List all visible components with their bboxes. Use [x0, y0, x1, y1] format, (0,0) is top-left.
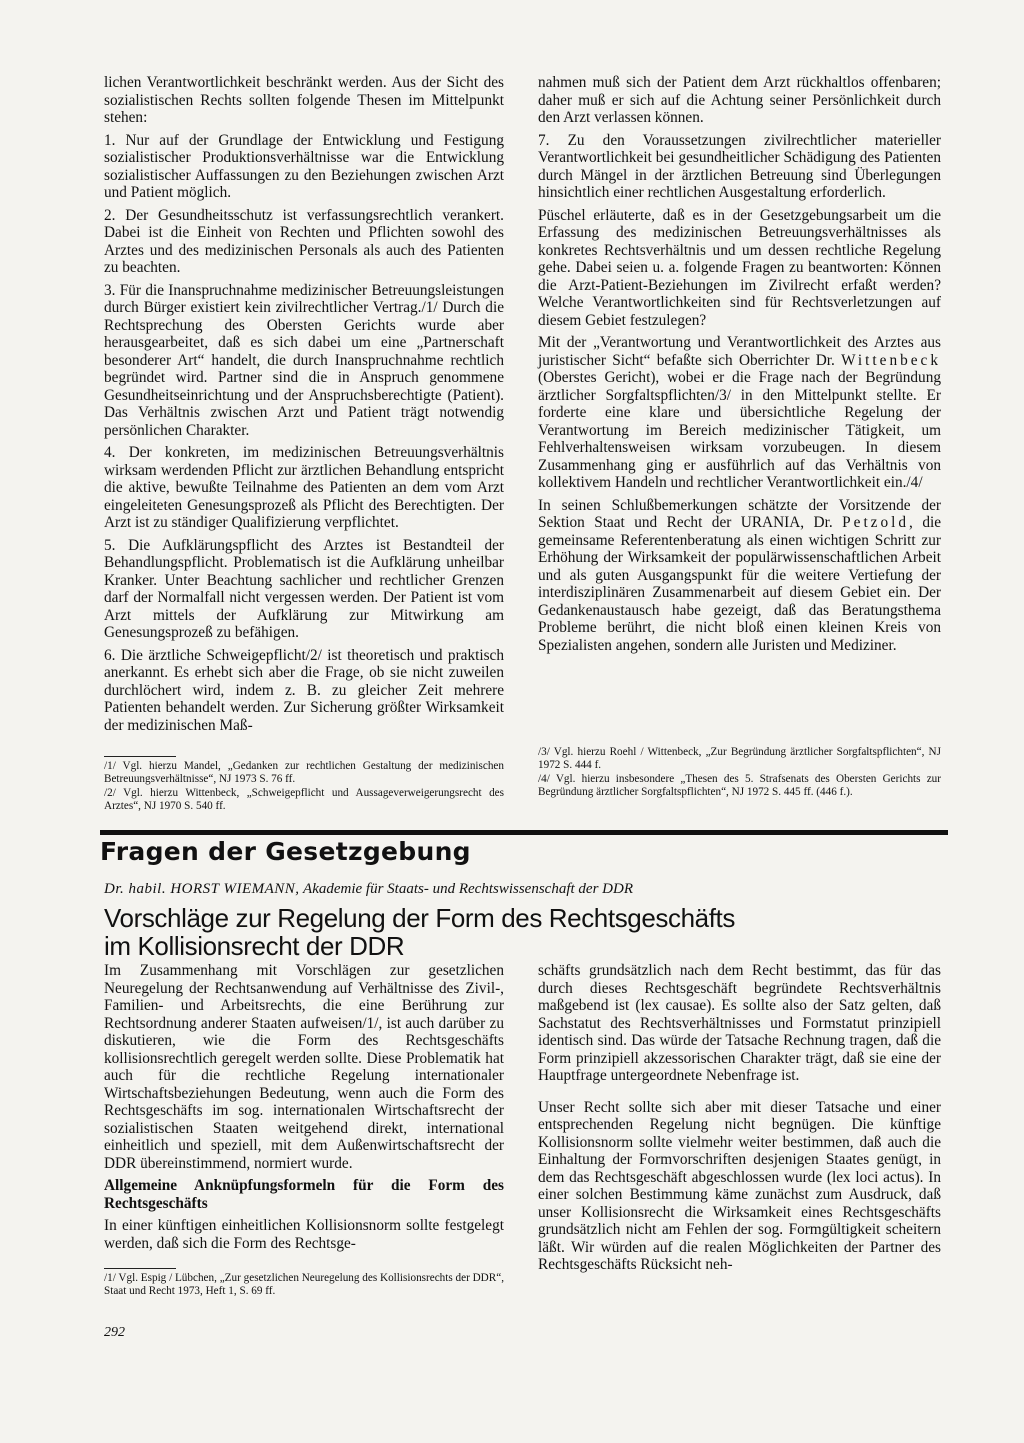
- paragraph: schäfts grundsätzlich nach dem Recht bestimmt, das für das durch dieses Rechtsgeschäft begründete Rechtsverhältnis maßgebend ist (lex causae). Es sollte also der Satz gelten, daß Sachstatut des Rechtsverhältnisses und Formstatut prinzipiell identisch sind. Das würde der Tatsache Rechnung tragen, daß die Form prinzipiell akzessorischen Charakter trägt, daß sie eine der Hauptfrage untergeordnete Nebenfrage ist.: [538, 962, 941, 1084]
- paragraph: Unser Recht sollte sich aber mit dieser Tatsache und einer entsprechenden Regelung nicht begnügen. Die künftige Kollisionsnorm sollte vielmehr weiter bestimmen, daß auch die Einhaltung der Formvorschriften desjenigen Staates genügt, in dem das Rechtsgeschäft abgeschlossen wurde (lex loci actus). In einer solchen Bestimmung käme zunächst zum Ausdruck, daß unser Kollisionsrecht die Wirksamkeit eines Rechtsgeschäfts grundsätzlich nicht am Fehlen der sog. Formgültigkeit scheitern läßt. Wir würden auf die realen Möglichkeiten der Partner des Rechtsgeschäfts Rücksicht neh-: [538, 1098, 941, 1273]
- thesis-3: 3. Für die Inanspruchnahme medizinischer Betreuungsleistungen durch Bürger existiert kein zivilrechtlicher Vertrag./1/ Durch die Rechtsprechung des Obersten Gerichts wurde aber herausgearbeitet, daß es sich dabei um eine „Partnerschaft besonderer Art“ handelt, die durch Inanspruchnahme rechtlich begründet wird. Partner sind die in Anspruch genommene Gesundheitseinrichtung und der Anspruchsberechtigte (Patient). Das Verhältnis zwischen Arzt und Patient trägt notwendig persönlichen Charakter.: [104, 281, 504, 439]
- paragraph: In einer künftigen einheitlichen Kollisionsnorm sollte festgelegt werden, daß sich die Form des Rechtsge-: [104, 1217, 504, 1252]
- spaced-name: Wittenbeck: [841, 351, 941, 369]
- footnote-rule: [104, 1268, 176, 1269]
- title-line: Vorschläge zur Regelung der Form des Rechtsgeschäfts: [104, 903, 735, 933]
- author-name: Dr. habil. HORST WIEMANN,: [104, 881, 300, 897]
- footnote: /1/ Vgl. hierzu Mandel, „Gedanken zur rechtlichen Gestaltung der medizinischen Betreuungsverhältnisse“, NJ 1973 S. 76 ff.: [104, 760, 504, 785]
- section-bar: [100, 830, 948, 835]
- upper-left-column: [104, 74, 504, 739]
- section-header: [100, 828, 948, 870]
- spaced-name: Petzold: [842, 514, 910, 531]
- text: In seinen Schlußbemerkungen schätzte der Vorsitzende der Sektion Staat und Recht der URANIA, Dr.: [538, 496, 941, 531]
- page-number: 292: [104, 1325, 125, 1340]
- paragraph: lichen Verantwortlichkeit beschränkt werden. Aus der Sicht des sozialistischen Rechts sollten folgende Thesen im Mittelpunkt stehen:: [104, 74, 504, 126]
- lower-left-column: [104, 962, 504, 1257]
- paragraph-petzold: [538, 497, 941, 655]
- article-title: [104, 904, 944, 960]
- thesis-1: 1. Nur auf der Grundlage der Entwicklung und Festigung sozialistischer Produktionsverhältnisse war die Entwicklung sozialistischer Auffassungen zu den Beziehungen zwischen Arzt und Patient möglich.: [104, 131, 504, 201]
- title-line: im Kollisionsrecht der DDR: [104, 931, 405, 961]
- footnote-rule: [104, 756, 176, 757]
- text: Mit der „Verantwortung und Verantwortlichkeit des Arztes aus juristischer Sicht“ befaßte sich Oberrichter Dr.: [538, 334, 941, 369]
- paragraph: Püschel erläuterte, daß es in der Gesetzgebungsarbeit um die Erfassung des medizinischen Betreuungsverhältnisses als konkretes Rechtsverhältnis und um dessen rechtliche Regelung gehe. Dabei seien u. a. folgende Fragen zu beantworten: Können die Arzt-Patient-Beziehungen im Zivilrecht erfaßt werden? Welche Verantwortlichkeiten sind für Rechtsverletzungen auf diesem Gebiet festzulegen?: [538, 206, 941, 329]
- text: , die gemeinsame Referentenberatung als einen wichtigen Schritt zur Erhöhung der Wirksamkeit der populärwissenschaftlichen Arbeit und als guten Ausgangspunkt für die weitere Vertiefung der interdisziplinären Zusammenarbeit auf diesem Gebiet ein. Der Gedankenaustausch habe gezeigt, daß das Beratungsthema Probleme berührt, die nicht bloß einen kleinen Kreis von Spezialisten angehen, sondern alle Juristen und Mediziner.: [538, 514, 942, 654]
- author-line: [104, 880, 944, 898]
- upper-left-footnotes: [104, 760, 504, 814]
- lower-footnotes: [104, 1272, 504, 1299]
- thesis-5: 5. Die Aufklärungspflicht des Arztes ist Bestandteil der Behandlungspflicht. Problematisch ist die Aufklärung unheilbar Kranker. Unter Beachtung sachlicher und rechtlicher Grenzen darf der Normalfall nicht vergessen werden. Der Patient ist vom Arzt mittels der Aufklärung zur Mitwirkung am Genesungsprozeß zu befähigen.: [104, 536, 504, 641]
- paragraph: nahmen muß sich der Patient dem Arzt rückhaltlos offenbaren; daher muß er sich auf die Achtung seiner Persönlichkeit durch den Arzt verlassen können.: [538, 74, 941, 126]
- thesis-6: 6. Die ärztliche Schweigepflicht/2/ ist theoretisch und praktisch anerkannt. Es erhebt sich aber die Frage, ob sie nicht zuweilen durchlöchert wird, indem z. B. zu gleicher Zeit mehrere Patienten behandelt werden. Zur Sicherung größter Wirksamkeit der medizinischen Maß-: [104, 646, 504, 734]
- text: (Oberstes Gericht), wobei er die Frage nach der Begründung ärztlicher Sorgfaltspflichten/3/ in den Mittelpunkt stellte. Er forderte eine klare und übersichtliche Regelung der Verantwortung im Bereich medizinischer Tätigkeit, um Fehlverhaltensweisen wirksam vorzubeugen. In diesem Zusammenhang ging er ausführlich auf das Verhältnis von kollektivem Handeln und rechtlicher Verantwortlichkeit ein./4/: [538, 369, 941, 491]
- paragraph: Im Zusammenhang mit Vorschlägen zur gesetzlichen Neuregelung der Rechtsanwendung auf Verhältnisse des Zivil-, Familien- und Arbeitsrechts, die eine Berührung zur Rechtsordnung anderer Staaten aufweisen/1/, ist auch darüber zu diskutieren, wie die Form des Rechtsgeschäfts kollisionsrechtlich geregelt werden sollte. Diese Problematik hat auch für die rechtliche Regelung internationaler Wirtschaftsbeziehungen Bedeutung, wenn auch die Form des Rechtsgeschäfts im sog. internationalen Wirtschaftsrecht der sozialistischen Staaten weitgehend direkt, international einheitlich und speziell, mit dem Außenwirtschaftsrecht der DDR übereinstimmend, normiert wurde.: [104, 962, 504, 1172]
- subheading: Allgemeine Anknüpfungsformeln für die Form des Rechtsgeschäfts: [104, 1177, 504, 1212]
- section-heading: Fragen der Gesetzgebung: [100, 837, 471, 866]
- footnote: /2/ Vgl. hierzu Wittenbeck, „Schweigepflicht und Aussageverweigerungsrecht des Arztes“, NJ 1970 S. 540 ff.: [104, 787, 504, 812]
- lower-right-column: [538, 962, 941, 1279]
- thesis-2: 2. Der Gesundheitsschutz ist verfassungsrechtlich verankert. Dabei ist die Einheit von Rechten und Pflichten sowohl des Arztes und des medizinischen Personals als auch des Patienten zu beachten.: [104, 206, 504, 276]
- paragraph-wittenbeck: [538, 334, 941, 492]
- footnote: /4/ Vgl. hierzu insbesondere „Thesen des 5. Strafsenats des Obersten Gerichts zur Begründung ärztlicher Sorgfaltspflichten“, NJ 1972 S. 445 ff. (446 f.).: [538, 773, 941, 798]
- footnote: /3/ Vgl. hierzu Roehl / Wittenbeck, „Zur Begründung ärztlicher Sorgfaltspflichten“, NJ 1972 S. 444 f.: [538, 746, 941, 771]
- upper-right-footnotes: [538, 746, 941, 800]
- thesis-4: 4. Der konkreten, im medizinischen Betreuungsverhältnis wirksam werdenden Pflicht zur ärztlichen Behandlung entspricht die aktive, bewußte Teilnahme des Patienten an dem vom Arzt eingeleiteten Genesungsprozeß als Pflicht des Berechtigten. Der Arzt ist zu ständiger Qualifizierung verpflichtet.: [104, 444, 504, 531]
- upper-right-column: [538, 74, 941, 659]
- footnote: /1/ Vgl. Espig / Lübchen, „Zur gesetzlichen Neuregelung des Kollisionsrechts der DDR“, Staat und Recht 1973, Heft 1, S. 69 ff.: [104, 1272, 504, 1297]
- thesis-7: 7. Zu den Voraussetzungen zivilrechtlicher materieller Verantwortlichkeit bei gesundheitlicher Schädigung des Patienten durch Mängel in der ärztlichen Betreuung sind Überlegungen hinsichtlich einer rechtlichen Ausgestaltung erforderlich.: [538, 131, 941, 201]
- author-affiliation: Akademie für Staats- und Rechtswissenschaft der DDR: [299, 881, 633, 897]
